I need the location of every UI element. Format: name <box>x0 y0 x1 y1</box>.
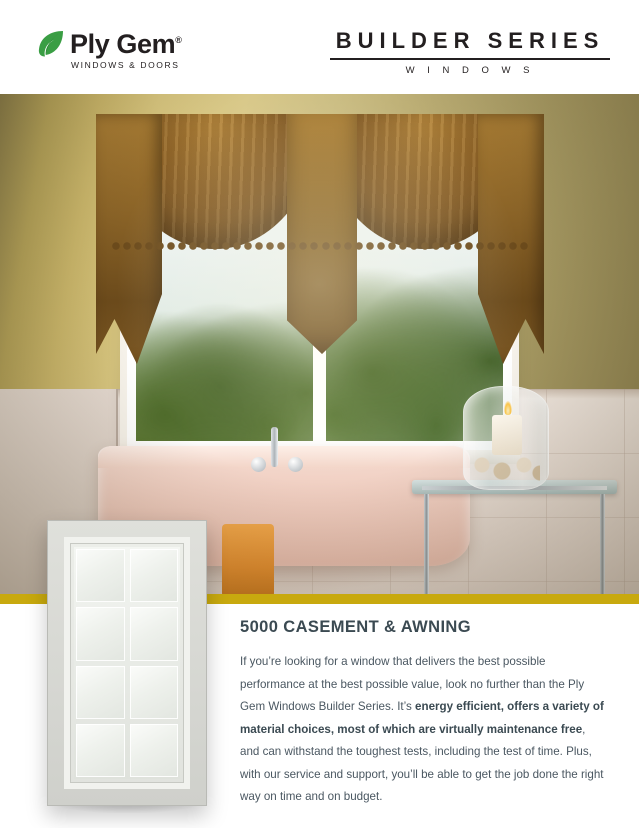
registered-mark: ® <box>175 35 182 45</box>
paragraph-part-2: , and can withstand the toughest tests, including the test of time. Plus, with our service and support, you’ll be able to get the job done the right way on time and on budget. <box>240 722 604 803</box>
lite <box>76 607 125 660</box>
lite <box>130 724 179 777</box>
lite <box>130 607 179 660</box>
series-subtitle: W I N D O W S <box>405 65 535 76</box>
product-title: 5000 CASEMENT & AWNING <box>240 618 471 636</box>
product-paragraph <box>240 651 605 809</box>
series-wordmark <box>330 28 610 76</box>
lite <box>130 549 179 602</box>
series-title: BUILDER SERIES <box>335 28 605 53</box>
product-window-frame <box>64 537 190 789</box>
logo-brand-text: Ply Gem <box>70 29 176 59</box>
logo-tagline: WINDOWS & DOORS <box>71 60 180 70</box>
lite <box>76 666 125 719</box>
product-photo-casement-window <box>47 520 207 806</box>
lite <box>76 549 125 602</box>
hero-photo <box>0 94 639 594</box>
product-window-grille <box>74 547 180 779</box>
paragraph-part-1: If you’re looking for a window that delivers the best possible performance at the best possible value, look no further than the Ply Gem Windows Builder Series. It’s <box>240 655 585 713</box>
paragraph-emphasis: energy efficient, offers a variety of material choices, most of which are virtually maintenance free <box>240 700 604 736</box>
product-description-block <box>240 618 605 809</box>
logo-text <box>70 26 182 70</box>
logo-brand <box>70 26 182 58</box>
ply-gem-leaf-mark <box>36 28 66 58</box>
lite <box>76 724 125 777</box>
photo-vignette <box>0 94 639 594</box>
lite <box>130 666 179 719</box>
page-header <box>0 0 639 94</box>
ply-gem-logo <box>36 26 182 70</box>
series-divider <box>330 58 610 60</box>
